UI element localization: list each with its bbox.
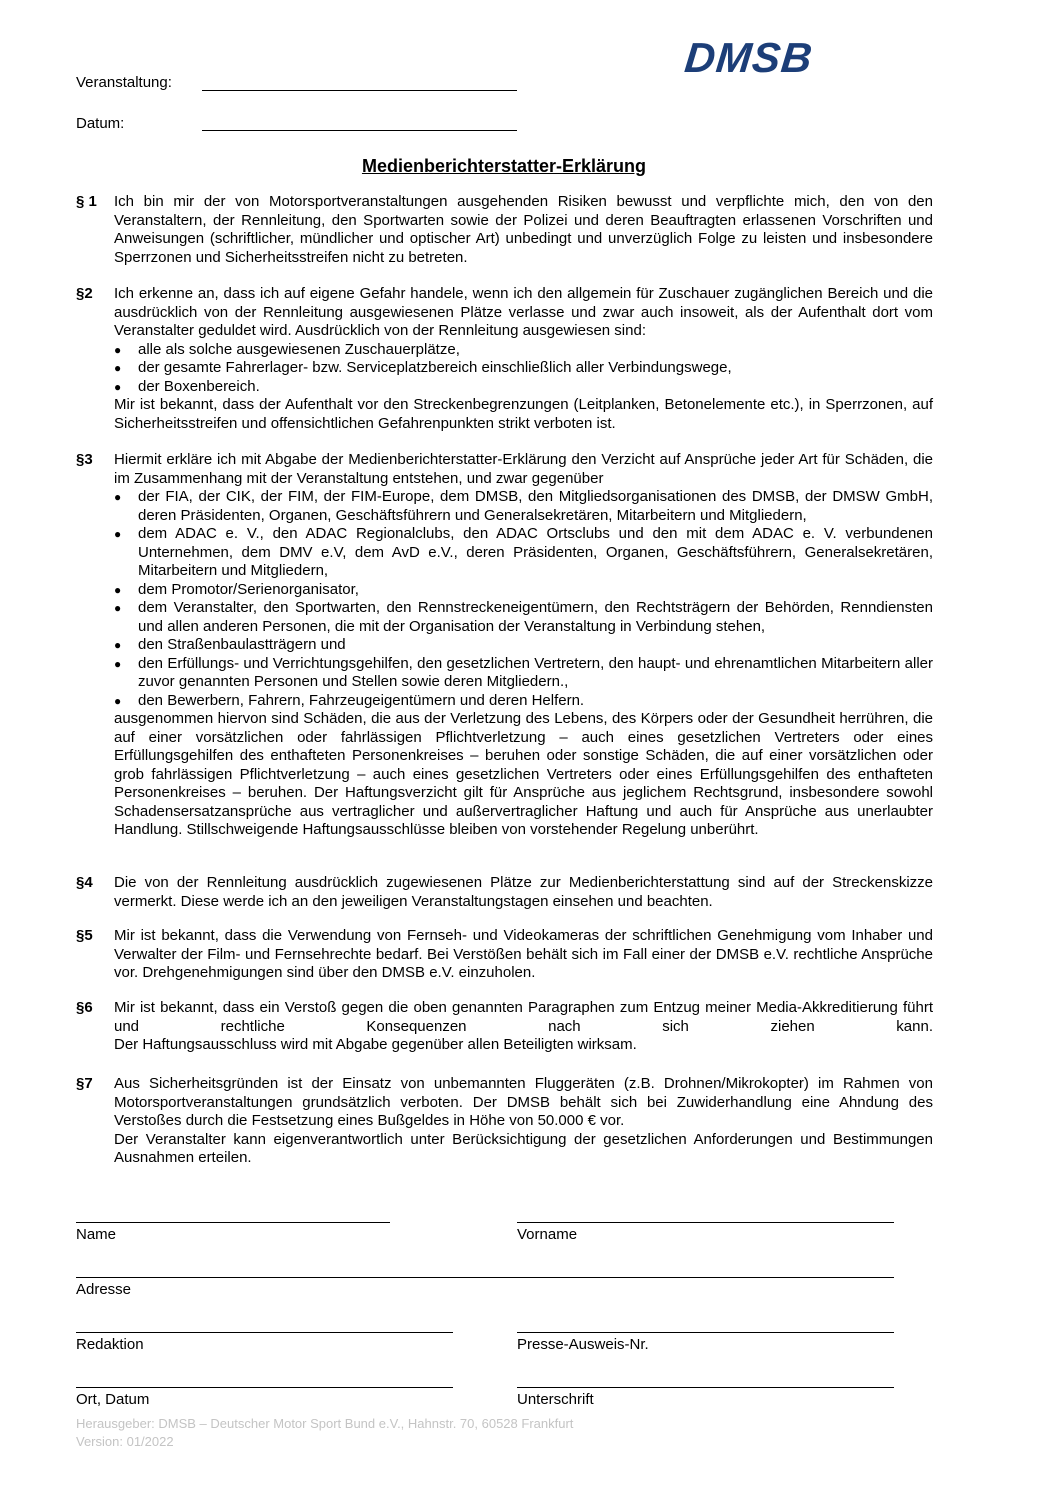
list-item: ● der FIA, der CIK, der FIM, der FIM-Europe, dem DMSB, den Mitgliedsorganisationen des DMSB, der DMSW GmbH, deren Präsidenten, Organen, Geschäftsführern und Generalsekretären, Mitarbeitern und Mitgliedern, [114, 488, 933, 524]
paragraph-text-2: Der Haftungsausschluss wird mit Abgabe gegenüber allen Beteiligten wirksam. [114, 1036, 637, 1053]
first-name-field-line[interactable] [517, 1222, 894, 1223]
paragraph-1 [76, 193, 933, 267]
first-name-label: Vorname [517, 1226, 578, 1243]
list-item: ● der gesamte Fahrerlager- bzw. Serviceplatzbereich einschließlich aller Verbindungswege, [114, 359, 732, 376]
footer [76, 1415, 573, 1451]
bullet-icon: ● [114, 490, 122, 504]
paragraph-number: § 1 [76, 193, 97, 210]
paragraph-4 [76, 874, 933, 911]
paragraph-5 [76, 927, 933, 983]
paragraph-text: Ich bin mir der von Motorsportveranstaltungen ausgehenden Risiken bewusst und verpflichte mich, den von den Veranstaltern, der Rennleitung, den Sportwarten sowie der Polizei und deren Beauftragten erlassenen Vorschriften und Anweisungen (schriftlicher, mündlicher und optischer Art) unbedingt und unverzüglich Folge zu leisten und insbesondere Sperrzonen und Sicherheitsstreifen nicht zu betreten. [114, 193, 933, 266]
paragraph-text: Mir ist bekannt, dass ein Verstoß gegen die oben genannten Paragraphen zum Entzug meiner Media-Akkreditierung führt und rechtliche Konsequenzen nach sich ziehen kann. [114, 999, 933, 1035]
list-item: ● dem Promotor/Serienorganisator, [114, 580, 359, 598]
bullet-icon: ● [114, 582, 122, 597]
date-field-line[interactable] [202, 130, 517, 131]
paragraph-2 [76, 285, 933, 433]
paragraph-text: Aus Sicherheitsgründen ist der Einsatz von unbemannten Fluggeräten (z.B. Drohnen/Mikrokopter) im Rahmen von Motorsportveranstaltungen grundsätzlich verboten. Der DMSB behält sich bei Zuwiderhandlung eine Ahndung des Verstoßes durch die Festsetzung eines Bußgeldes in Höhe von 50.000 € vor. [114, 1075, 933, 1129]
paragraph-outro: ausgenommen hiervon sind Schäden, die aus der Verletzung des Lebens, des Körpers oder der Gesundheit herrühren, die auf einer vorsätzlichen oder fahrlässigen Pflichtverletzung – auch eines gesetzlichen Vertreters oder eines Erfüllungsgehilfen des enthafteten Personenkreises – beruhen oder sonstige Schäden, die auf einer vorsätzlichen oder grob fahrlässigen Pflichtverletzung – auch eines gesetzlichen Vertreters oder eines Erfüllungsgehilfen des enthafteten Personenkreises – beruhen. Der Haftungsverzicht gilt für Ansprüche aus jeglichem Rechtsgrund, insbesondere sowohl Schadensersatzansprüche aus vertraglicher und außervertraglicher Haftung und auch für Ansprüche aus unerlaubter Handlung. Stillschweigende Haftungsausschlüsse bleiben von vorstehender Regelung unberührt. [114, 710, 933, 838]
paragraph-number: §2 [76, 285, 93, 302]
editorial-field-line[interactable] [76, 1332, 453, 1333]
paragraph-text: Die von der Rennleitung ausdrücklich zugewiesenen Plätze zur Medienberichterstattung sind auf der Streckenskizze vermerkt. Diese werde ich an den jeweiligen Veranstaltungstagen einsehen und beachten. [114, 874, 933, 910]
footer-version: Version: 01/2022 [76, 1434, 174, 1449]
paragraph-outro: Mir ist bekannt, dass der Aufenthalt vor den Streckenbegrenzungen (Leitplanken, Betonelemente etc.), in Sperrzonen, auf Sicherheitsstreifen und offensichtlichen Gefahrenpunkten strikt verboten ist. [114, 396, 933, 432]
list-item: ● den Bewerbern, Fahrern, Fahrzeugeigentümern und deren Helfern. [114, 691, 585, 709]
paragraph-7 [76, 1075, 933, 1168]
signature-label: Unterschrift [517, 1391, 594, 1408]
place-date-field-line[interactable] [76, 1387, 453, 1388]
press-id-field-line[interactable] [517, 1332, 894, 1333]
paragraph-number: §4 [76, 874, 93, 891]
signature-field-line[interactable] [517, 1387, 894, 1388]
list-item: ● dem ADAC e. V., den ADAC Regionalclubs, den ADAC Ortsclubs und den mit dem ADAC e. V. verbundenen Unternehmen, dem DMV e.V, dem AvD e.V., deren Präsidenten, Organen, Geschäftsführern, Generalsekretären, Mitarbeitern und Mitgliedern, [114, 525, 933, 579]
name-label: Name [76, 1226, 117, 1243]
bullet-icon: ● [114, 527, 122, 541]
address-field-line[interactable] [76, 1277, 894, 1278]
event-field-line[interactable] [202, 90, 517, 91]
list-item: ● dem Veranstalter, den Sportwarten, den Rennstreckeneigentümern, den Rechtsträgern der Behörden, Renndiensten und allen anderen Personen, die mit der Organisation der Veranstaltung in Verbindung stehen, [114, 599, 933, 635]
bullet-icon: ● [114, 342, 122, 357]
paragraph-intro: Hiermit erkläre ich mit Abgabe der Medienberichterstatter-Erklärung den Verzicht auf Ansprüche jeder Art für Schäden, die im Zusammenhang mit der Veranstaltung entstehen, und zwar gegenüber [114, 451, 933, 487]
paragraph-text: Mir ist bekannt, dass die Verwendung von Fernseh- und Videokameras der schriftlichen Genehmigung vom Inhaber und Verwalter der Film- und Fernsehrechte bedarf. Bei Verstößen behält sich im Fall einer der DMSB e.V. rechtliche Ansprüche vor. Drehgenehmigungen sind über den DMSB e.V. einzuholen. [114, 927, 933, 981]
address-label: Adresse [76, 1281, 132, 1298]
list-item: ● alle als solche ausgewiesenen Zuschauerplätze, [114, 340, 460, 358]
name-field-line[interactable] [76, 1222, 390, 1223]
dmsb-logo: DMSB [682, 34, 816, 81]
bullet-list [114, 488, 933, 710]
paragraph-number: §5 [76, 927, 93, 944]
bullet-icon: ● [114, 638, 122, 652]
bullet-icon: ● [114, 601, 122, 615]
bullet-icon: ● [114, 693, 122, 708]
footer-publisher: Herausgeber: DMSB – Deutscher Motor Sport Bund e.V., Hahnstr. 70, 60528 Frankfurt [76, 1416, 574, 1431]
list-item: ● der Boxenbereich. [114, 377, 260, 395]
document-title: Medienberichterstatter-Erklärung [361, 156, 647, 176]
paragraph-6 [76, 999, 933, 1055]
date-label: Datum: [76, 115, 125, 132]
paragraph-3 [76, 451, 933, 840]
place-date-label: Ort, Datum [76, 1391, 150, 1408]
list-item: ● den Straßenbaulastträgern und [114, 636, 346, 653]
paragraph-number: §6 [76, 999, 93, 1016]
bullet-icon: ● [114, 379, 122, 394]
editorial-label: Redaktion [76, 1336, 144, 1353]
paragraph-text-2: Der Veranstalter kann eigenverantwortlich unter Berücksichtigung der gesetzlichen Anforderungen und Bestimmungen Ausnahmen erteilen. [114, 1130, 933, 1166]
paragraph-number: §3 [76, 451, 93, 468]
bullet-icon: ● [114, 361, 122, 375]
paragraph-number: §7 [76, 1075, 93, 1092]
bullet-list [114, 341, 933, 397]
event-label: Veranstaltung: [76, 74, 172, 91]
list-item: ● den Erfüllungs- und Verrichtungsgehilfen, den gesetzlichen Vertretern, den haupt- und ehrenamtlichen Mitarbeitern aller zuvor genannten Personen und Stellen sowie deren Mitgliedern., [114, 654, 933, 690]
bullet-icon: ● [114, 656, 122, 671]
paragraph-intro: Ich erkenne an, dass ich auf eigene Gefahr handele, wenn ich den allgemein für Zuschauer zugänglichen Bereich und die ausdrücklich von der Rennleitung ausgewiesenen Plätze verlasse und zwar auch insoweit, als der Aufenthalt dort vom Veranstalter geduldet wird. Ausdrücklich von der Rennleitung ausgewiesen sind: [114, 285, 933, 339]
press-id-label: Presse-Ausweis-Nr. [517, 1336, 649, 1353]
